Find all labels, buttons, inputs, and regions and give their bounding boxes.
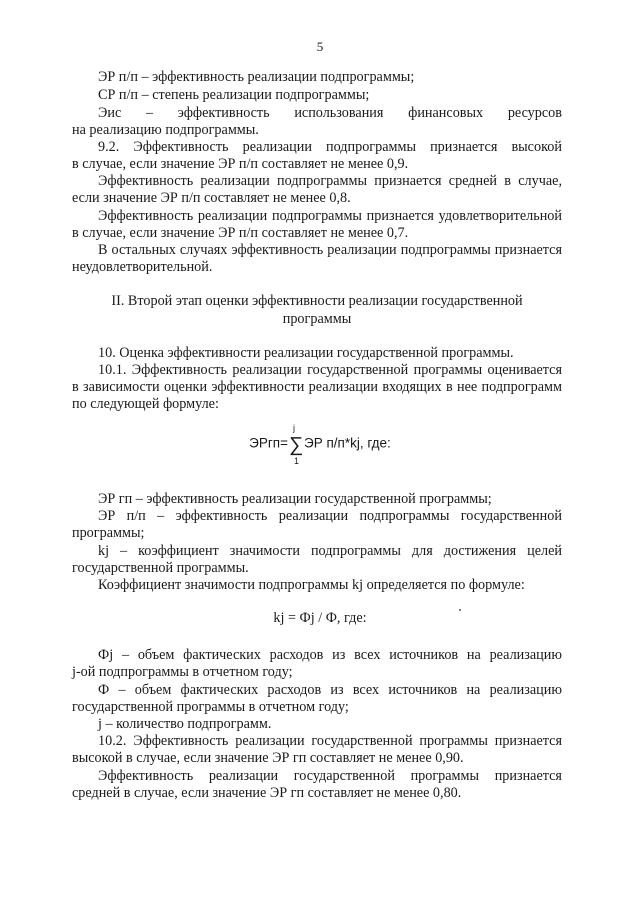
word: Эффективность: [133, 139, 229, 155]
paragraph-other-line2: неудовлетворительной.: [72, 259, 213, 275]
paragraph-fj-line2: j-ой подпрограммы в отчетном году;: [72, 664, 293, 680]
paragraph-medium-gp-line1: [98, 768, 562, 786]
page-number: 5: [316, 39, 324, 54]
formula-rhs: ЭР п/п*kj: [304, 435, 360, 451]
word: высокой: [511, 139, 562, 155]
paragraph-kj-line2: государственной программы.: [72, 560, 249, 576]
word: объем: [134, 682, 172, 698]
word: эффективность: [175, 508, 268, 524]
word: программы: [410, 768, 480, 784]
sum-upper-limit: j: [293, 423, 295, 433]
word: подпрограммы: [359, 508, 450, 524]
word: из: [332, 647, 346, 663]
word: Эис: [98, 105, 122, 121]
word: всех: [352, 682, 380, 698]
paragraph-10-1-line2: в зависимости оценки эффективности реализации входящих в нее подпрограмм: [72, 379, 562, 395]
paragraph-10-2-line2: высокой в случае, если значение ЭР гп составляет не менее 0,90.: [72, 750, 464, 766]
paragraph-fj-line1: [98, 647, 562, 665]
word: признается: [494, 768, 562, 784]
word: –: [145, 105, 154, 121]
paragraph-kj-formula-intro: Коэффициент значимости подпрограммы kj определяется по формуле:: [98, 577, 525, 593]
paragraph-medium-line1: Эффективность реализации подпрограммы признается средней в случае,: [98, 173, 562, 189]
word: Фj: [98, 647, 114, 663]
word: эффективность: [177, 105, 270, 121]
word: –: [120, 543, 128, 559]
word: использования: [294, 105, 384, 121]
section-heading-line1: II. Второй этап оценки эффективности реализации государственной: [111, 293, 523, 309]
word: всех: [354, 647, 381, 663]
paragraph-9-2-line1: [98, 139, 562, 157]
paragraph-er-gp: ЭР гп – эффективность реализации государственной программы;: [98, 491, 492, 507]
word: –: [121, 647, 130, 663]
sum-lower-limit: 1: [294, 456, 300, 466]
word: –: [157, 508, 165, 524]
word: реализацию: [489, 682, 562, 698]
paragraph-medium-gp-line2: средней в случае, если значение ЭР гп составляет не менее 0,80.: [72, 785, 462, 801]
word: объем: [137, 647, 175, 663]
word: источников: [389, 647, 459, 663]
word: расходов: [269, 647, 324, 663]
paragraph-10-1-line3: по следующей формуле:: [72, 396, 219, 412]
word: достижения: [443, 543, 517, 559]
paragraph-10-2-line1: 10.2. Эффективность реализации государственной программы признается: [98, 733, 562, 749]
paragraph-sr-pp: СР п/п – степень реализации подпрограммы;: [98, 87, 370, 103]
word: признается: [430, 139, 498, 155]
formula-er-gp: [0, 423, 640, 466]
paragraph-satisfactory-line2: в случае, если значение ЭР п/п составляет не менее 0,7.: [72, 225, 409, 241]
word: фактических: [180, 682, 259, 698]
paragraph-eis-line2: на реализацию подпрограммы.: [72, 122, 259, 138]
word: подпрограммы: [310, 543, 401, 559]
word: Ф: [98, 682, 110, 698]
paragraph-j-count: j – количество подпрограмм.: [98, 716, 272, 732]
word: реализации: [208, 768, 279, 784]
paragraph-eis-line1: [98, 105, 562, 123]
paragraph-10-1-line1: 10.1. Эффективность реализации государственной программы оценивается: [98, 362, 562, 378]
word: целей: [527, 543, 562, 559]
word: ресурсов: [507, 105, 562, 121]
formula-kj: kj = Фj / Ф, где:: [273, 610, 367, 626]
paragraph-medium-line2: если значение ЭР п/п составляет не менее 0,8.: [72, 190, 351, 206]
word: значимости: [229, 543, 300, 559]
paragraph-er-pp2-line2: программы;: [72, 525, 145, 541]
word: 9.2.: [98, 139, 120, 155]
paragraph-er-pp2-line1: [98, 508, 562, 526]
word: расходов: [267, 682, 322, 698]
word: подпрограммы: [326, 139, 417, 155]
word: из: [330, 682, 344, 698]
word: kj: [98, 543, 110, 559]
word: реализации: [242, 139, 312, 155]
paragraph-er-pp: ЭР п/п – эффективность реализации подпрограммы;: [98, 69, 415, 85]
paragraph-other-line1: В остальных случаях эффективность реализации подпрограммы признается: [98, 242, 562, 258]
word: Эффективность: [98, 768, 194, 784]
word: государственной: [293, 768, 395, 784]
paragraph-10: 10. Оценка эффективности реализации государственной программы.: [98, 345, 514, 361]
sigma-icon: ∑: [289, 434, 304, 456]
word: ЭР: [98, 508, 116, 524]
paragraph-f-line1: [98, 682, 562, 700]
paragraph-kj-line1: [98, 543, 562, 561]
section-heading-line2: программы: [282, 311, 352, 327]
formula-lhs: ЭРгп=: [249, 435, 288, 451]
word: коэффициент: [138, 543, 219, 559]
sum-symbol: [289, 423, 304, 466]
word: –: [118, 682, 126, 698]
word: реализацию: [489, 647, 562, 663]
word: п/п: [126, 508, 146, 524]
word: на: [466, 647, 481, 663]
paragraph-satisfactory-line1: Эффективность реализации подпрограммы признается удовлетворительной: [98, 208, 562, 224]
word: финансовых: [408, 105, 484, 121]
word: государственной: [460, 508, 562, 524]
word: источников: [388, 682, 458, 698]
paragraph-f-line2: государственной программы в отчетном году;: [72, 699, 349, 715]
formula-tail: , где:: [359, 435, 391, 451]
word: фактических: [183, 647, 261, 663]
word: на: [466, 682, 481, 698]
paragraph-9-2-line2: в случае, если значение ЭР п/п составляет не менее 0,9.: [72, 156, 409, 172]
word: для: [411, 543, 433, 559]
word: реализации: [278, 508, 349, 524]
